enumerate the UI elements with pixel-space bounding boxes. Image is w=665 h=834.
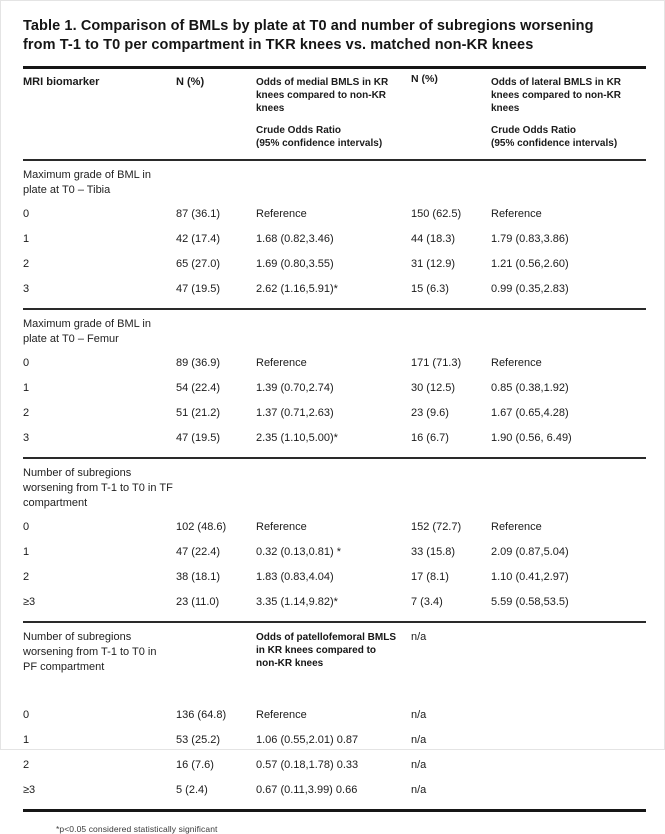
table-cell: Reference — [256, 208, 307, 220]
table-row — [23, 540, 646, 565]
table-row — [23, 401, 646, 426]
section-label: Maximum grade of BML in plate at T0 – Tibia — [23, 169, 151, 196]
table-bottom-rule — [23, 809, 646, 812]
table-cell: 1.10 (0.41,2.97) — [491, 571, 569, 583]
table-title: Table 1. Comparison of BMLs by plate at T0 and number of subregions worsening from T-1 to T0 per compartment in TKR knees vs. matched non-KR knees — [23, 18, 594, 53]
table-cell: 2.35 (1.10,5.00)* — [256, 432, 338, 444]
section-label: Number of subregions worsening from T-1 to T0 in TF compartment — [23, 467, 173, 509]
table-cell: 0.32 (0.13,0.81) * — [256, 546, 342, 558]
table-row — [23, 728, 646, 753]
table-cell: 1 — [23, 546, 30, 558]
header-odds-lateral: Odds of lateral BMLS in KR knees compared to non-KR knees — [491, 77, 622, 114]
table-cell: 23 (11.0) — [176, 596, 220, 608]
table-cell: 3 — [23, 432, 30, 444]
table-row — [23, 227, 646, 252]
table-cell: Reference — [491, 521, 542, 533]
table-cell: 1.37 (0.71,2.63) — [256, 407, 334, 419]
table-cell: 30 (12.5) — [411, 382, 456, 394]
table-1 — [23, 66, 646, 812]
table-cell: 5 (2.4) — [176, 784, 208, 796]
table-row — [23, 753, 646, 778]
table-cell: 1.69 (0.80,3.55) — [256, 258, 334, 270]
section-pf-compartment — [23, 623, 646, 809]
table-cell: 2.62 (1.16,5.91)* — [256, 283, 338, 295]
table-cell: Reference — [256, 521, 307, 533]
pf-na-header: n/a — [411, 631, 427, 643]
table-cell: 44 (18.3) — [411, 233, 456, 245]
table-cell: 152 (72.7) — [411, 521, 462, 533]
table-header-row — [23, 69, 646, 159]
table-cell: 65 (27.0) — [176, 258, 221, 270]
table-cell: n/a — [411, 734, 427, 746]
table-cell: 17 (8.1) — [411, 571, 449, 583]
header-n-pct-lateral: N (%) — [411, 73, 438, 85]
table-cell: 1.90 (0.56, 6.49) — [491, 432, 572, 444]
table-cell: 47 (22.4) — [176, 546, 221, 558]
table-cell: 171 (71.3) — [411, 357, 462, 369]
table-cell: Reference — [491, 357, 542, 369]
table-cell: 0 — [23, 521, 30, 533]
table-cell: 23 (9.6) — [411, 407, 449, 419]
table-cell: 1.06 (0.55,2.01) 0.87 — [256, 734, 359, 746]
table-cell: 1.83 (0.83,4.04) — [256, 571, 334, 583]
table-row — [23, 376, 646, 401]
table-cell: 7 (3.4) — [411, 596, 443, 608]
table-footnote: *p<0.05 considered statistically significant — [56, 824, 218, 834]
header-odds-patellofemoral: Odds of patellofemoral BMLS in KR knees compared to non-KR knees — [256, 632, 397, 669]
table-row — [23, 351, 646, 376]
pf-spacer — [23, 679, 646, 703]
table-cell: 1 — [23, 734, 30, 746]
table-cell: n/a — [411, 784, 427, 796]
table-cell: 31 (12.9) — [411, 258, 456, 270]
table-cell: n/a — [411, 709, 427, 721]
table-row — [23, 515, 646, 540]
table-cell: 0.67 (0.11,3.99) 0.66 — [256, 784, 358, 796]
table-cell: 102 (48.6) — [176, 521, 227, 533]
table-row — [23, 590, 646, 615]
table-cell: 87 (36.1) — [176, 208, 221, 220]
paper-page — [1, 1, 664, 834]
table-cell: ≥3 — [23, 784, 36, 796]
table-cell: 47 (19.5) — [176, 283, 221, 295]
table-cell: 2 — [23, 258, 30, 270]
table-cell: 54 (22.4) — [176, 382, 221, 394]
table-cell: 51 (21.2) — [176, 407, 221, 419]
table-cell: 1.21 (0.56,2.60) — [491, 258, 569, 270]
header-odds-lateral-group — [491, 76, 646, 150]
table-cell: Reference — [256, 709, 307, 721]
pf-subheader-row — [23, 623, 646, 679]
table-cell: 89 (36.9) — [176, 357, 221, 369]
header-n-pct-medial: N (%) — [176, 76, 205, 88]
table-cell: 1.39 (0.70,2.74) — [256, 382, 334, 394]
table-cell: 136 (64.8) — [176, 709, 227, 721]
table-cell: 1.68 (0.82,3.46) — [256, 233, 334, 245]
table-cell: 1.79 (0.83,3.86) — [491, 233, 569, 245]
header-odds-medial-group — [256, 76, 411, 150]
table-cell: 2 — [23, 759, 30, 771]
table-cell: 42 (17.4) — [176, 233, 221, 245]
table-cell: 38 (18.1) — [176, 571, 221, 583]
table-row — [23, 252, 646, 277]
section-tibia — [23, 161, 646, 308]
section-femur — [23, 310, 646, 457]
table-cell: 3.35 (1.14,9.82)* — [256, 596, 338, 608]
table-cell: n/a — [411, 759, 427, 771]
section-label: Maximum grade of BML in plate at T0 – Femur — [23, 318, 151, 345]
header-crude-lateral: Crude Odds Ratio (95% confidence intervals) — [491, 125, 618, 149]
table-cell: 0 — [23, 709, 30, 721]
table-cell: 150 (62.5) — [411, 208, 462, 220]
table-cell: Reference — [491, 208, 542, 220]
table-cell: ≥3 — [23, 596, 36, 608]
table-cell: 0.99 (0.35,2.83) — [491, 283, 569, 295]
section-label: Number of subregions worsening from T-1 to T0 in PF compartment — [23, 631, 157, 673]
table-row — [23, 778, 646, 803]
table-cell: 47 (19.5) — [176, 432, 221, 444]
table-cell: 2 — [23, 571, 30, 583]
header-crude-medial: Crude Odds Ratio (95% confidence intervals) — [256, 125, 383, 149]
section-tf-compartment — [23, 459, 646, 621]
table-row — [23, 202, 646, 227]
table-cell: 16 (6.7) — [411, 432, 449, 444]
table-cell: 0 — [23, 208, 30, 220]
table-cell: 33 (15.8) — [411, 546, 456, 558]
table-cell: 0.85 (0.38,1.92) — [491, 382, 569, 394]
table-row — [23, 426, 646, 451]
header-mri-biomarker: MRI biomarker — [23, 76, 100, 88]
table-cell: 0.57 (0.18,1.78) 0.33 — [256, 759, 359, 771]
header-odds-medial: Odds of medial BMLS in KR knees compared to non-KR knees — [256, 77, 389, 114]
table-cell: 16 (7.6) — [176, 759, 214, 771]
table-cell: 0 — [23, 357, 30, 369]
table-cell: 5.59 (0.58,53.5) — [491, 596, 569, 608]
table-cell: 2.09 (0.87,5.04) — [491, 546, 569, 558]
table-cell: 3 — [23, 283, 30, 295]
table-row — [23, 565, 646, 590]
table-row — [23, 277, 646, 302]
table-cell: 2 — [23, 407, 30, 419]
table-row — [23, 703, 646, 728]
table-cell: 15 (6.3) — [411, 283, 449, 295]
table-cell: 1.67 (0.65,4.28) — [491, 407, 569, 419]
table-cell: 1 — [23, 382, 30, 394]
table-cell: Reference — [256, 357, 307, 369]
table-cell: 1 — [23, 233, 30, 245]
table-cell: 53 (25.2) — [176, 734, 221, 746]
